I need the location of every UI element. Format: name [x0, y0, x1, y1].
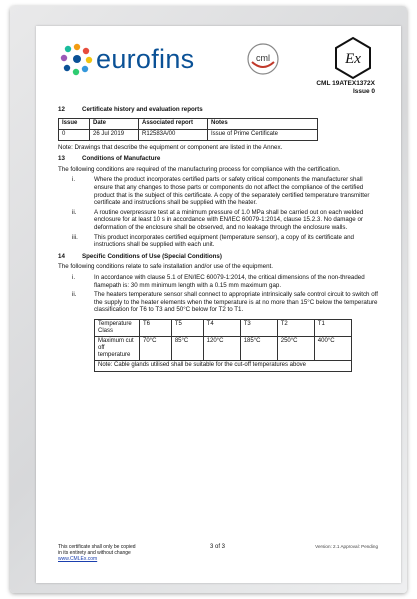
cml-logo-icon	[246, 42, 280, 76]
certificate-number: CML 19ATEX1372X	[316, 80, 375, 87]
certificate-number-block	[316, 80, 375, 96]
section-14-intro: The following conditions relate to safe installation and/or use of the equipment.	[58, 263, 273, 271]
eurofins-wordmark: eurofins	[96, 44, 195, 74]
section-13-heading: 13 Conditions of Manufacture	[58, 155, 161, 163]
list-item: ii. A routine overpressure test at a minimum pressure of 1.0 MPa shall be carried out on each welded enclosure for at least 10 s in accordance with EN/IEC 60079-1:2014, clause 15.2.3. No damage or deformation of the enclosure shall be observed, and no leakage through the enclosure walls.	[72, 208, 364, 231]
column-header: Date	[90, 118, 139, 129]
table-row	[59, 129, 318, 140]
issue-number: Issue 0	[352, 88, 375, 95]
table-cell: T4	[203, 319, 240, 336]
section-13-intro: The following conditions are required of the manufacturing process for compliance with the certification.	[58, 165, 341, 173]
cmlex-link[interactable]: www.CMLEx.com	[58, 556, 98, 562]
table-cell: Issue of Prime Certificate	[208, 129, 318, 140]
table-cell: 26 Jul 2019	[90, 129, 139, 140]
row-header: Temperature Class	[95, 319, 140, 336]
svg-text:Ex: Ex	[345, 51, 361, 67]
column-header: Associated report	[139, 118, 208, 129]
temperature-class-table	[94, 319, 352, 372]
copy-notice: This certificate shall only be copied in its entirety and without change www.CMLEx.com	[58, 544, 136, 562]
column-header: Issue	[59, 118, 90, 129]
table-cell: 0	[59, 129, 90, 140]
section-14-heading: 14 Specific Conditions of Use (Special Conditions)	[58, 252, 222, 260]
table-cell: T5	[171, 319, 203, 336]
row-header: Maximum cut off temperature	[95, 336, 140, 360]
ex-hexagon-icon	[333, 36, 373, 80]
table-note: Note: Cable glands utilised shall be suitable for the cut-off temperatures above	[95, 360, 352, 371]
table-row	[95, 360, 352, 371]
certificate-history-table	[58, 118, 318, 141]
page-footer	[58, 544, 378, 568]
list-item: i. In accordance with clause 5.1 of EN/IEC 60079-1:2014, the critical dimensions of the non-threaded flamepath is: 30 mm minimum length with a 0.15 mm maximum gap.	[72, 273, 365, 289]
svg-text:cml: cml	[256, 53, 270, 63]
eurofins-logo	[60, 42, 210, 82]
table-row	[95, 336, 352, 360]
list-item: ii. The heaters temperature sensor shall connect to appropriate intrinsically safe control circuit to switch off the supply to the heater elements when the temperature is at no more than 15°C below the temperature classification for T6 to T3 and 50°C below for T2 to T1.	[72, 291, 378, 314]
special-conditions-list	[58, 274, 378, 314]
table-cell: T2	[277, 319, 314, 336]
table-cell: 70°C	[140, 336, 172, 360]
table-cell: T3	[240, 319, 277, 336]
history-note: Note: Drawings that describe the equipment or component are listed in the Annex.	[58, 143, 283, 151]
eurofins-dots-icon	[60, 42, 94, 76]
page-number: 3 of 3	[210, 544, 226, 550]
table-cell: T1	[314, 319, 351, 336]
table-cell: 250°C	[277, 336, 314, 360]
list-item: i. Where the product incorporates certified parts or safety critical components the manufacturer shall ensure that any changes to those parts or components do not affect the compliance of the certified product that is the subject of this certificate. A copy of the separately certified temperature transmitter certificate and instructions shall be supplied with the heater.	[72, 176, 370, 207]
page-content	[58, 102, 378, 372]
document-frame	[10, 6, 407, 593]
table-cell: T6	[140, 319, 172, 336]
table-cell: R12583A/00	[139, 129, 208, 140]
version-label: Version: 2.1 Approval: Pending	[315, 544, 378, 549]
table-row	[95, 319, 352, 336]
table-header-row	[59, 118, 318, 129]
list-item: iii. This product incorporates certified equipment (temperature sensor), a copy of its certificate and instructions shall be supplied with each unit.	[72, 233, 354, 249]
column-header: Notes	[208, 118, 318, 129]
table-cell: 85°C	[171, 336, 203, 360]
certificate-page	[36, 26, 401, 583]
table-cell: 120°C	[203, 336, 240, 360]
table-cell: 400°C	[314, 336, 351, 360]
page-header	[36, 26, 401, 106]
table-cell: 185°C	[240, 336, 277, 360]
section-12-heading: 12 Certificate history and evaluation reports	[58, 106, 203, 113]
manufacture-conditions-list	[58, 176, 378, 248]
